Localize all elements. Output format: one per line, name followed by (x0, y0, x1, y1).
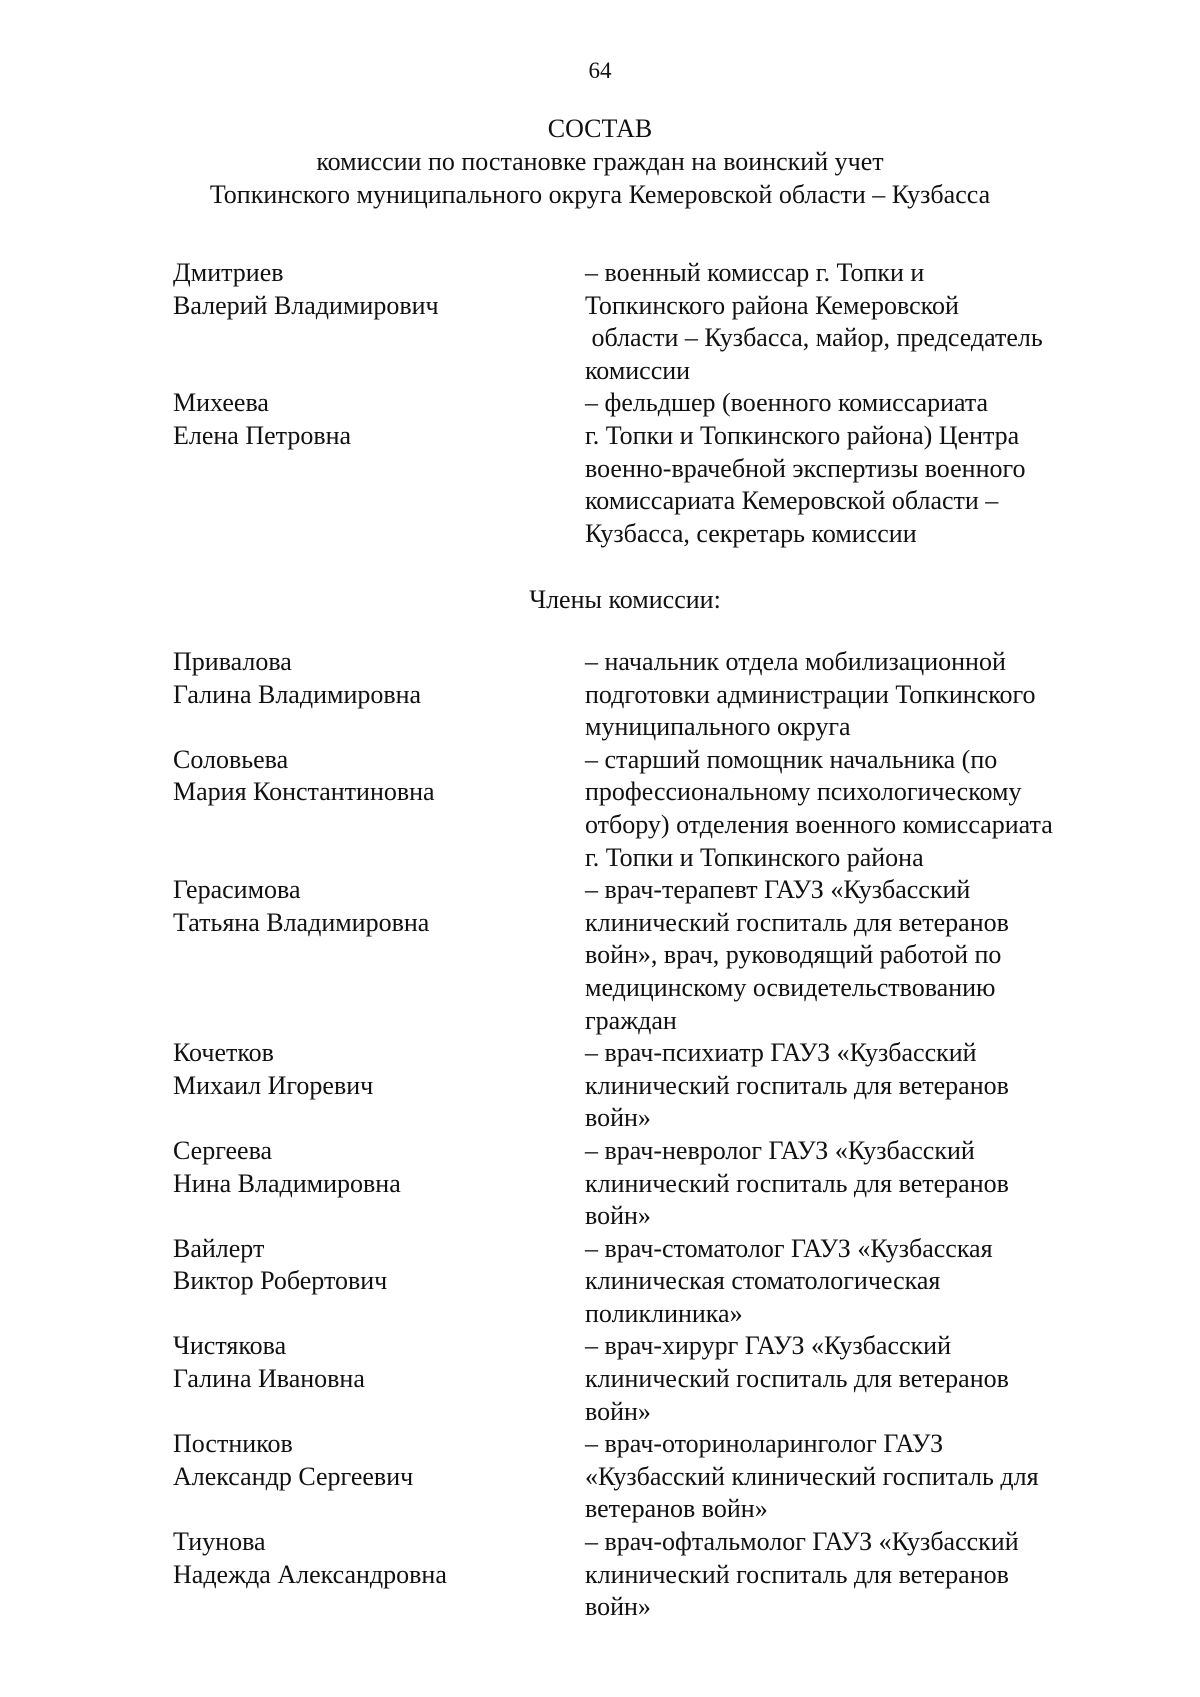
position-line: клинический госпиталь для ветеранов (585, 1168, 1009, 1198)
person-position (585, 1233, 1123, 1331)
person-position (585, 257, 1123, 387)
person-surname: Дмитриев (173, 258, 284, 287)
person-position (585, 646, 1123, 744)
position-line: – врач-невролог ГАУЗ «Кузбасский (585, 1135, 975, 1165)
position-line: области – Кузбасса, майор, председатель (585, 323, 1043, 353)
person-position (585, 874, 1123, 1037)
position-line: граждан (585, 1005, 677, 1035)
commission-entry (173, 874, 1123, 1037)
commission-entry (173, 387, 1123, 550)
position-line: – врач-оториноларинголог ГАУЗ (585, 1429, 944, 1459)
person-given-names: Елена Петровна (173, 420, 352, 450)
position-line: – старший помощник начальника (по (585, 744, 998, 774)
person-name (173, 1135, 585, 1233)
person-position (585, 744, 1123, 874)
position-line: комиссариата Кемеровской области – (585, 486, 999, 516)
person-name (173, 1233, 585, 1331)
position-line: – врач-терапевт ГАУЗ «Кузбасский (585, 875, 971, 905)
title-line-2: комиссии по постановке граждан на воинский учет (316, 147, 884, 176)
person-given-names: Галина Владимировна (173, 679, 422, 709)
position-line: комиссии (585, 355, 691, 385)
person-given-names: Мария Константиновна (173, 777, 435, 807)
person-given-names: Валерий Владимирович (173, 290, 439, 320)
position-line: – врач-стоматолог ГАУЗ «Кузбасская (585, 1233, 993, 1263)
position-line: войн» (585, 1103, 651, 1133)
position-line: – военный комиссар г. Топки и (585, 258, 925, 287)
leaders-list (173, 257, 1123, 550)
person-position (585, 1428, 1123, 1526)
commission-entry (173, 1233, 1123, 1331)
person-surname: Соловьева (173, 744, 289, 774)
person-surname: Привалова (173, 647, 292, 676)
position-line: войн» (585, 1396, 651, 1426)
position-line: – врач-хирург ГАУЗ «Кузбасский (585, 1331, 951, 1361)
person-name (173, 257, 585, 387)
position-line: – начальник отдела мобилизационной (585, 647, 1006, 676)
position-line: – врач-психиатр ГАУЗ «Кузбасский (585, 1038, 977, 1068)
person-given-names: Михаил Игоревич (173, 1070, 374, 1100)
position-line: муниципального округа (585, 712, 851, 742)
members-heading: Члены комиссии: (529, 585, 721, 614)
person-name (173, 646, 585, 744)
position-line: клиническая стоматологическая (585, 1266, 941, 1296)
person-given-names: Галина Ивановна (173, 1364, 365, 1394)
position-line: – врач-офтальмолог ГАУЗ «Кузбасский (585, 1527, 1019, 1557)
commission-entry (173, 1428, 1123, 1526)
person-given-names: Татьяна Владимировна (173, 907, 430, 937)
commission-entry (173, 1135, 1123, 1233)
person-surname: Тиунова (173, 1527, 266, 1557)
position-line: клинический госпиталь для ветеранов (585, 907, 1009, 937)
position-line: отбору) отделения военного комиссариата (585, 809, 1053, 839)
person-surname: Кочетков (173, 1038, 274, 1068)
person-position (585, 387, 1123, 550)
commission-entry (173, 1526, 1123, 1624)
person-name (173, 1526, 585, 1624)
person-position (585, 1135, 1123, 1233)
person-name (173, 744, 585, 874)
person-name (173, 1428, 585, 1526)
position-line: профессиональному психологическому (585, 777, 1022, 807)
position-line: медицинскому освидетельствованию (585, 972, 996, 1002)
person-given-names: Нина Владимировна (173, 1168, 401, 1198)
commission-entry (173, 744, 1123, 874)
person-name (173, 387, 585, 550)
person-name (173, 1330, 585, 1428)
position-line: г. Топки и Топкинского района) Центра (585, 420, 1020, 450)
position-line: войн» (585, 1201, 651, 1231)
members-list (173, 646, 1123, 1624)
commission-entry (173, 1330, 1123, 1428)
position-line: войн» (585, 1592, 651, 1622)
commission-entry (173, 257, 1123, 387)
position-line: г. Топки и Топкинского района (585, 842, 924, 872)
title-line-3: Топкинского муниципального округа Кемеровской области – Кузбасса (209, 180, 991, 209)
position-line: военно-врачебной экспертизы военного (585, 453, 1026, 483)
document-title (0, 112, 1200, 211)
person-name (173, 1037, 585, 1135)
position-line: «Кузбасский клинический госпиталь для (585, 1461, 1039, 1491)
commission-entry (173, 646, 1123, 744)
position-line: ветеранов войн» (585, 1494, 768, 1524)
position-line: клинический госпиталь для ветеранов (585, 1070, 1009, 1100)
position-line: подготовки администрации Топкинского (585, 679, 1036, 709)
title-line-1: СОСТАВ (547, 114, 653, 143)
person-surname: Чистякова (173, 1331, 287, 1361)
person-given-names: Виктор Робертович (173, 1266, 388, 1296)
page-number: 64 (588, 58, 612, 83)
position-line: клинический госпиталь для ветеранов (585, 1364, 1009, 1394)
position-line: поликлиника» (585, 1298, 743, 1328)
commission-entry (173, 1037, 1123, 1135)
person-surname: Герасимова (173, 875, 301, 905)
position-line: – фельдшер (военного комиссариата (585, 388, 989, 418)
position-line: клинический госпиталь для ветеранов (585, 1559, 1009, 1589)
person-surname: Вайлерт (173, 1233, 265, 1263)
person-name (173, 874, 585, 1037)
person-given-names: Надежда Александровна (173, 1559, 447, 1589)
person-position (585, 1037, 1123, 1135)
person-surname: Постников (173, 1429, 293, 1459)
position-line: войн», врач, руководящий работой по (585, 940, 1002, 970)
person-given-names: Александр Сергеевич (173, 1461, 414, 1491)
person-surname: Михеева (173, 388, 269, 418)
person-position (585, 1330, 1123, 1428)
position-line: Кузбасса, секретарь комиссии (585, 518, 917, 548)
person-surname: Сергеева (173, 1135, 273, 1165)
position-line: Топкинского района Кемеровской (585, 290, 959, 320)
person-position (585, 1526, 1123, 1624)
